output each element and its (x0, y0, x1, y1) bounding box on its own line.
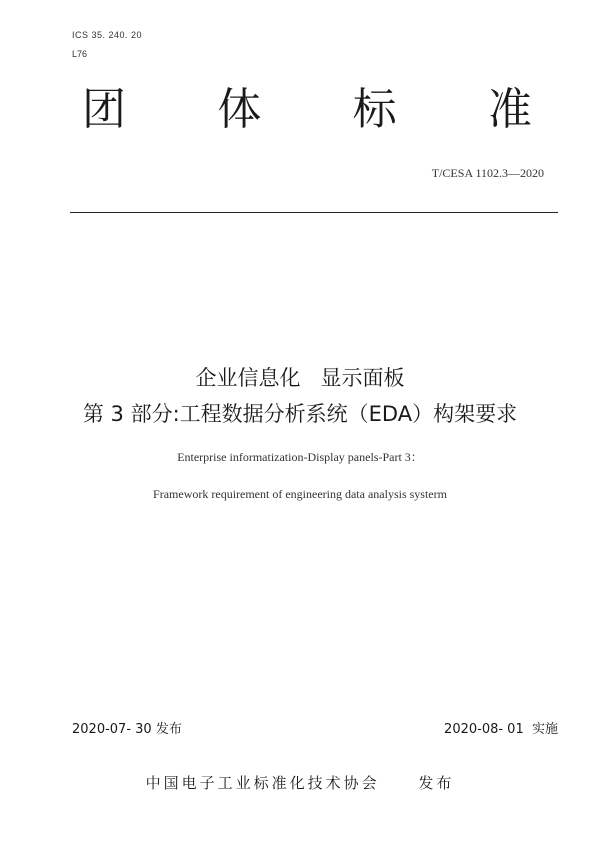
english-title-line-1: Enterprise informatization-Display panels-Part 3： (177, 450, 423, 464)
doc-type-char: 准 (487, 84, 532, 135)
classification-code: L76 (72, 49, 88, 59)
standard-number: T/CESA 1102.3—2020 (431, 166, 544, 180)
doc-type-char: 体 (217, 84, 262, 135)
issue-date: 2020-07- 30 发布 (72, 722, 182, 737)
issuing-organization: 中国电子工业标准化技术协会 发布 (145, 774, 455, 792)
header-divider (70, 212, 558, 213)
document-type-title (82, 84, 532, 135)
english-title-line-2: Framework requirement of engineering data analysis systerm (153, 487, 447, 501)
doc-type-char: 团 (82, 84, 126, 135)
doc-type-char: 标 (352, 84, 397, 135)
chinese-title-line-1: 企业信息化 显示面板 (195, 366, 405, 390)
implementation-date: 2020-08- 01 实施 (444, 722, 558, 737)
ics-code: ICS 35. 240. 20 (72, 30, 143, 40)
chinese-title-line-2: 第 3 部分:工程数据分析系统（EDA）构架要求 (82, 402, 518, 426)
